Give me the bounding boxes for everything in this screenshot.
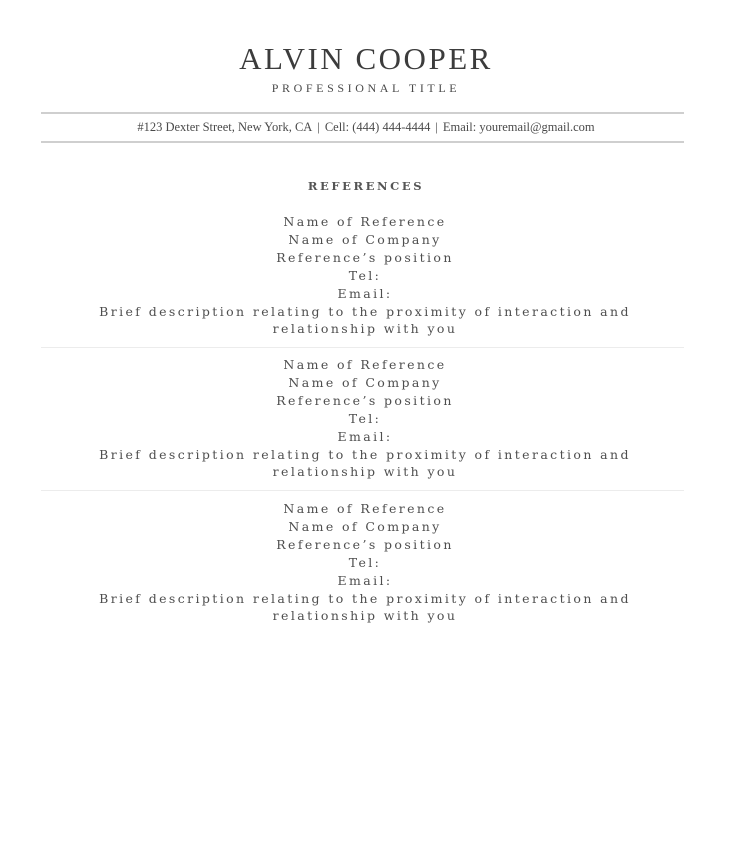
reference-name: Name of Reference bbox=[283, 501, 447, 516]
contact-cell: Cell: (444) 444-4444 bbox=[324, 120, 431, 134]
reference-company: Name of Company bbox=[288, 518, 442, 534]
reference-entry bbox=[45, 356, 685, 481]
contact-separator: | bbox=[435, 120, 438, 134]
reference-entry bbox=[45, 213, 685, 338]
reference-email: Email: bbox=[337, 285, 393, 301]
reference-email: Email: bbox=[337, 428, 393, 444]
reference-tel: Tel: bbox=[348, 267, 382, 283]
reference-name: Name of Reference bbox=[283, 214, 447, 229]
reference-description: Brief description relating to the proximity of interaction and relationship with you bbox=[99, 446, 631, 480]
candidate-name: ALVIN COOPER bbox=[239, 41, 493, 76]
reference-position: Reference’s position bbox=[276, 536, 454, 552]
contact-bottom-rule bbox=[41, 141, 684, 143]
reference-company: Name of Company bbox=[288, 374, 442, 390]
reference-tel: Tel: bbox=[348, 554, 382, 570]
reference-description: Brief description relating to the proximity of interaction and relationship with you bbox=[99, 303, 631, 337]
reference-entry bbox=[45, 500, 685, 625]
reference-tel: Tel: bbox=[348, 410, 382, 426]
references-heading: REFERENCES bbox=[307, 179, 425, 193]
contact-top-rule bbox=[41, 112, 684, 114]
contact-address: #123 Dexter Street, New York, CA bbox=[137, 120, 313, 134]
reference-divider bbox=[41, 347, 684, 348]
reference-name: Name of Reference bbox=[283, 357, 447, 372]
reference-position: Reference’s position bbox=[276, 249, 454, 265]
reference-divider bbox=[41, 490, 684, 491]
reference-position: Reference’s position bbox=[276, 392, 454, 408]
reference-description: Brief description relating to the proximity of interaction and relationship with you bbox=[99, 590, 631, 624]
professional-title: PROFESSIONAL TITLE bbox=[271, 81, 461, 95]
contact-email: Email: youremail@gmail.com bbox=[442, 120, 595, 134]
reference-email: Email: bbox=[337, 572, 393, 588]
reference-company: Name of Company bbox=[288, 231, 442, 247]
contact-line bbox=[0, 119, 732, 135]
contact-separator: | bbox=[317, 120, 320, 134]
